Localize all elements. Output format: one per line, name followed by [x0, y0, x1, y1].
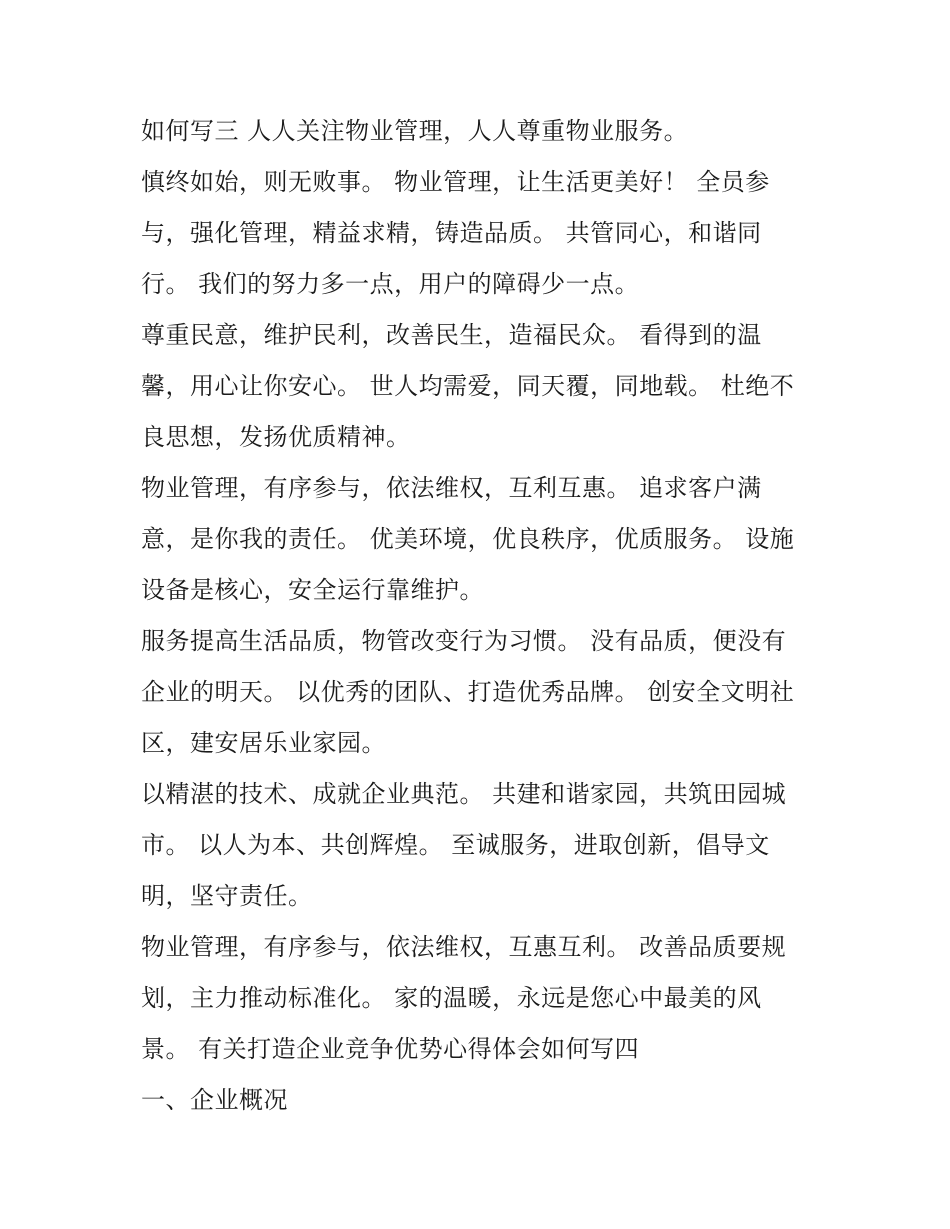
document-body — [141, 106, 806, 1126]
text-line: 物业管理，有序参与，依法维权，互利互惠。 追求客户满 — [141, 474, 762, 502]
text-line: 物业管理，有序参与，依法维权，互惠互利。 改善品质要规 — [141, 933, 787, 961]
text-line: 馨，用心让你安心。 世人均需爱，同天覆，同地载。 杜绝不 — [141, 372, 795, 400]
text-line: 划，主力推动标准化。 家的温暖，永远是您心中最美的风 — [141, 984, 762, 1012]
text-line: 以精湛的技术、成就企业典范。 共建和谐家园，共筑田园城 — [141, 780, 787, 808]
text-line: 尊重民意，维护民利，改善民生，造福民众。 看得到的温 — [141, 321, 762, 349]
text-line: 景。 有关打造企业竞争优势心得体会如何写四 — [141, 1035, 640, 1063]
text-line: 服务提高生活品质，物管改变行为习惯。 没有品质，便没有 — [141, 627, 787, 655]
text-line: 慎终如始，则无败事。 物业管理，让生活更美好！ 全员参 — [141, 168, 770, 196]
text-line: 行。 我们的努力多一点，用户的障碍少一点。 — [141, 270, 640, 298]
text-line: 明，坚守责任。 — [141, 882, 313, 910]
text-line: 区，建安居乐业家园。 — [141, 729, 386, 757]
text-line: 市。 以人为本、共创辉煌。 至诚服务，进取创新，倡导文 — [141, 831, 770, 859]
text-line: 企业的明天。 以优秀的团队、打造优秀品牌。 创安全文明社 — [141, 678, 795, 706]
text-line: 意，是你我的责任。 优美环境，优良秩序，优质服务。 设施 — [141, 525, 795, 553]
text-line: 如何写三 人人关注物业管理，人人尊重物业服务。 — [141, 117, 689, 145]
text-line: 与，强化管理，精益求精，铸造品质。 共管同心，和谐同 — [141, 219, 762, 247]
section-heading: 一、企业概况 — [141, 1086, 288, 1114]
text-line: 设备是核心，安全运行靠维护。 — [141, 576, 484, 604]
text-line: 良思想，发扬优质精神。 — [141, 423, 411, 451]
